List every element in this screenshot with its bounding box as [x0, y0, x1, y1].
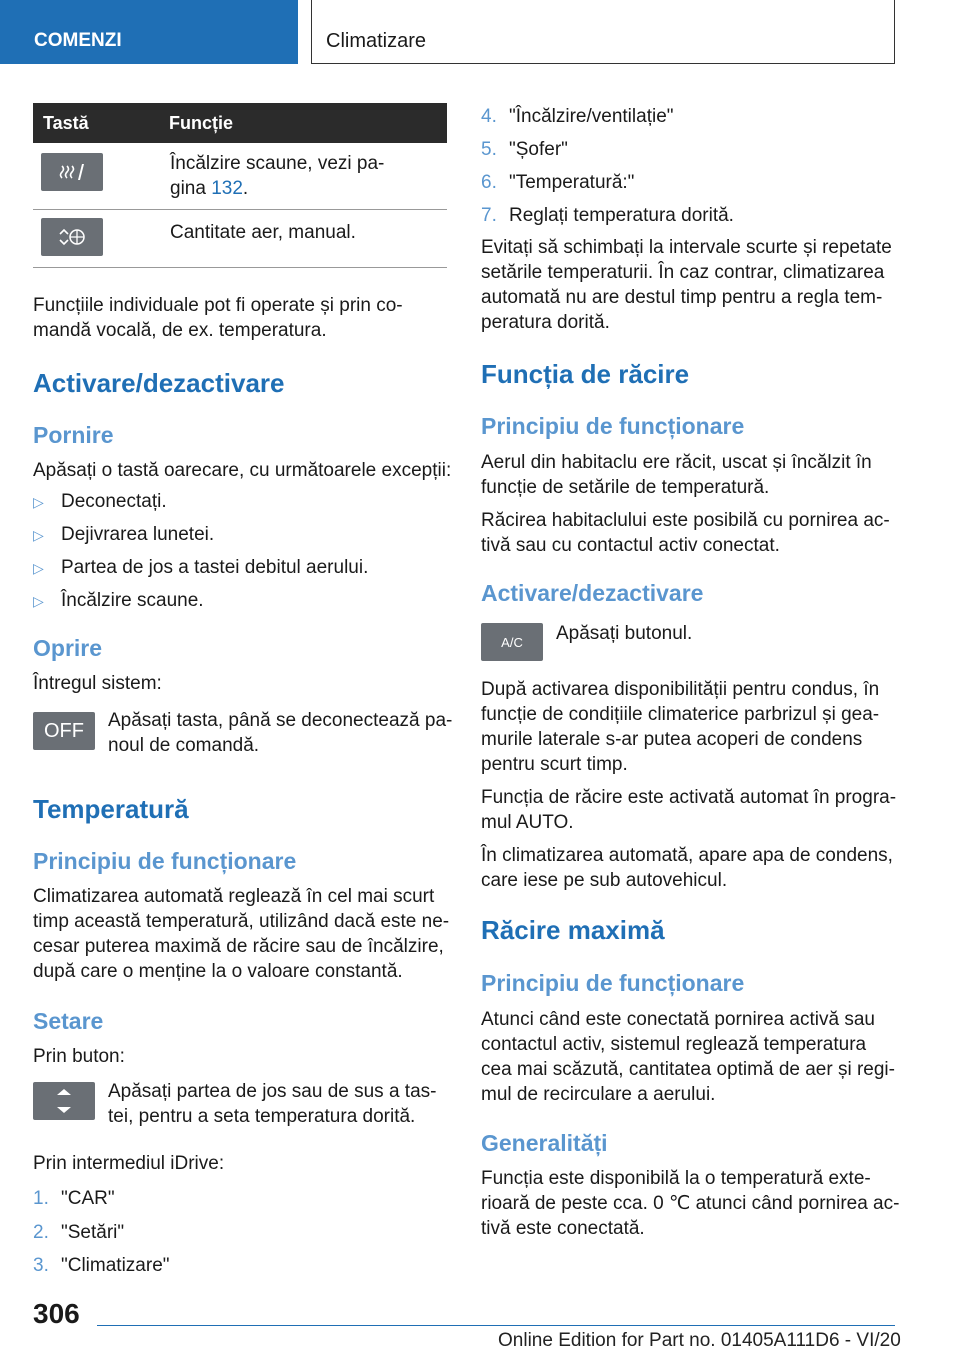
off-desc-2: noul de comandă.: [108, 735, 260, 756]
step-number: 7.: [481, 205, 497, 226]
auto-line-1: Funcția de răcire este activată automat în progra-: [481, 787, 897, 808]
after-line-1: După activarea disponibilității pentru condus, în: [481, 679, 880, 700]
section-tab: [0, 0, 298, 64]
step-text: "CAR": [61, 1188, 115, 1209]
fan-icon: [57, 226, 87, 248]
bullet-text: Partea de jos a tastei debitul aerului.: [61, 557, 369, 578]
after-line-2: funcție de condițiile climaterice parbrizul și gea-: [481, 704, 880, 725]
avoid-line-1: Evitați să schimbați la intervale scurte și repetate: [481, 237, 892, 258]
cool-p2-line-1: Răcirea habitaclului este posibilă cu pornirea ac-: [481, 510, 890, 531]
triangle-icon: ▷: [33, 560, 44, 576]
step-number: 5.: [481, 139, 497, 160]
heading-principle: Principiu de funcționare: [481, 970, 745, 996]
step-item: [481, 137, 568, 163]
cool-p2-line-2: tivă sau cu contactul activ conectat.: [481, 535, 780, 556]
ac-button: A/C: [481, 623, 543, 661]
step-text: "Climatizare": [61, 1255, 170, 1276]
rocker-desc-2: tei, pentru a seta temperatura dorită.: [108, 1106, 416, 1127]
start-text: Apăsați o tastă oarecare, cu următoarele excepții:: [33, 460, 452, 481]
step-number: 3.: [33, 1255, 49, 1276]
temp-rocker-button: [33, 1082, 95, 1120]
edition-text: Online Edition for Part no. 01405A111D6 - VI/20: [498, 1330, 901, 1351]
avoid-line-4: peratura dorită.: [481, 312, 610, 333]
section-title: COMENZI: [34, 30, 122, 51]
triangle-icon: ▷: [33, 593, 44, 609]
heading-stop: Oprire: [33, 635, 103, 661]
after-line-4: pentru scurt timp.: [481, 754, 628, 775]
table-header-function: Funcție: [169, 103, 447, 143]
table-cell-air: Cantitate aer, manual.: [170, 221, 356, 243]
step-text: "Șofer": [509, 139, 568, 160]
triangle-icon: ▷: [33, 527, 44, 543]
triangle-icon: ▷: [33, 494, 44, 510]
chapter-title: Climatizare: [326, 30, 427, 52]
cond-line-1: În climatizarea automată, apare apa de condens,: [481, 845, 893, 866]
max-line-4: mul de recirculare a aerului.: [481, 1084, 716, 1105]
bullet-text: Deconectați.: [61, 491, 167, 512]
stop-text: Întregul sistem:: [33, 673, 162, 694]
step-item: [33, 1186, 115, 1212]
page-number: 306: [33, 1298, 80, 1329]
off-button: OFF: [33, 712, 95, 750]
step-item: [481, 104, 674, 130]
principle-line-3: cesar puterea maximă de răcire sau de încălzire,: [33, 936, 444, 957]
heading-setting: Setare: [33, 1008, 104, 1034]
principle-line-1: Climatizarea automată reglează în cel mai scurt: [33, 886, 435, 907]
table-cell-seat-heating: [169, 143, 447, 209]
cool-p1-line-1: Aerul din habitaclu ere răcit, uscat și încălzit în: [481, 452, 872, 473]
step-text: "Încălzire/ventilație": [509, 106, 674, 127]
general-line-2: rioară de peste cca. 0 ℃ atunci când pornirea ac-: [481, 1193, 900, 1214]
chapter-tab: [311, 0, 895, 64]
step-number: 2.: [33, 1222, 49, 1243]
bullet-text: Dejivrarea lunetei.: [61, 524, 215, 545]
heading-general: Generalități: [481, 1130, 608, 1156]
by-idrive-text: Prin intermediul iDrive:: [33, 1153, 225, 1174]
key-table: [33, 103, 447, 268]
step-item: [481, 203, 734, 229]
step-number: 4.: [481, 106, 497, 127]
step-text: "Temperatură:": [509, 172, 635, 193]
general-line-1: Funcția este disponibilă la o temperatură exte-: [481, 1168, 871, 1189]
seat-heating-text-2: gina: [170, 178, 212, 199]
heading-cooling: Funcția de răcire: [481, 359, 690, 389]
intro-line-2: mandă vocală, de ex. temperatura.: [33, 320, 327, 341]
up-down-arrows-icon: [54, 1085, 74, 1117]
max-line-1: Atunci când este conectată pornirea activă sau: [481, 1009, 875, 1030]
step-item: [33, 1220, 125, 1246]
heading-max-cooling: Răcire maximă: [481, 915, 665, 945]
heading-principle: Principiu de funcționare: [33, 848, 297, 874]
seat-heating-text: Încălzire scaune, vezi pa-: [170, 153, 385, 174]
step-item: [33, 1253, 170, 1279]
step-number: 1.: [33, 1188, 49, 1209]
step-text: "Setări": [61, 1222, 125, 1243]
avoid-line-3: automată nu are destul timp pentru a regla tem-: [481, 287, 883, 308]
rocker-desc-1: Apăsați partea de jos sau de sus a tas-: [108, 1081, 437, 1102]
heading-activation: Activare/dezactivare: [33, 368, 285, 398]
seat-heating-button: [41, 153, 103, 191]
table-header-key: Tastă: [33, 103, 169, 143]
general-line-3: tivă este conectată.: [481, 1218, 645, 1239]
ac-desc: Apăsați butonul.: [556, 623, 693, 644]
air-volume-button: [41, 218, 103, 256]
off-desc-1: Apăsați tasta, până se deconectează pa-: [108, 710, 453, 731]
table-cell-icon: [33, 209, 169, 267]
max-line-3: cea mai scăzută, cantitatea optimă de aer și regi-: [481, 1059, 895, 1080]
page-link[interactable]: 132: [211, 178, 243, 199]
step-text: Reglați temperatura dorită.: [509, 205, 734, 226]
cool-p1-line-2: funcție de setările de temperatură.: [481, 477, 770, 498]
intro-line-1: Funcțiile individuale pot fi operate și prin co-: [33, 295, 403, 316]
avoid-line-2: setările temperaturii. În caz contrar, climatizarea: [481, 262, 885, 283]
table-cell-icon: [33, 143, 169, 209]
auto-line-2: mul AUTO.: [481, 812, 574, 833]
max-line-2: contactul activ, sistemul reglează temperatura: [481, 1034, 867, 1055]
heading-principle: Principiu de funcționare: [481, 413, 745, 439]
step-item: [481, 170, 635, 196]
heading-start: Pornire: [33, 422, 114, 448]
heading-temperature: Temperatură: [33, 794, 189, 824]
cond-line-2: care iese pe sub autovehicul.: [481, 870, 728, 891]
by-button-text: Prin buton:: [33, 1046, 125, 1067]
principle-line-4: după care o menține la o valoare constantă.: [33, 961, 403, 982]
principle-line-2: timp această temperatură, utilizând dacă este ne-: [33, 911, 450, 932]
step-number: 6.: [481, 172, 497, 193]
seat-heating-icon: [57, 160, 87, 184]
after-line-3: murile laterale s-ar putea acoperi de condens: [481, 729, 863, 750]
bullet-text: Încălzire scaune.: [61, 590, 204, 611]
period: .: [242, 178, 249, 199]
heading-activation: Activare/dezactivare: [481, 580, 704, 606]
footer-divider: [97, 1325, 895, 1326]
